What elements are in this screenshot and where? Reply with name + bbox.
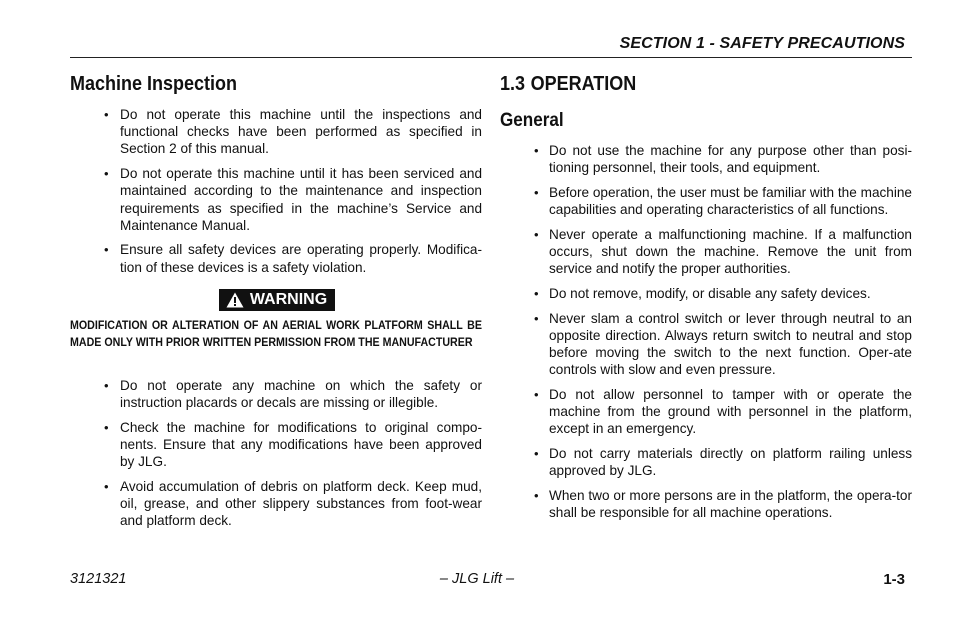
list-item: • Do not use the machine for any purpose other than posi-tioning personnel, their tools, and equipment.: [534, 143, 912, 176]
list-item: • Never operate a malfunctioning machine. If a malfunction occurs, shut down the machine. Remove the unit from service and notify the proper authorities.: [534, 226, 912, 277]
list-item: • Do not allow personnel to tamper with or operate the machine from the ground with personnel in the platform, except in an emergency.: [534, 386, 912, 437]
list-item: • Avoid accumulation of debris on platform deck. Keep mud, oil, grease, and other slippery substances from foot-wear and platform deck.: [104, 478, 482, 529]
machine-inspection-heading: Machine Inspection: [70, 73, 238, 95]
header-rule: [70, 57, 912, 58]
bullet-icon: •: [104, 377, 109, 393]
list-item: • Do not operate this machine until the inspections and functional checks have been performed as specified in Section 2 of this manual.: [104, 107, 482, 157]
warning-triangle-icon: [226, 292, 244, 308]
bullet-icon: •: [534, 386, 539, 402]
left-column: [70, 70, 482, 537]
doc-number: 3121321: [70, 571, 127, 587]
bullet-icon: •: [534, 143, 539, 158]
operation-bullets: [500, 142, 912, 521]
bullet-icon: •: [104, 107, 109, 122]
right-column: [500, 70, 912, 529]
page-number: 1-3: [883, 571, 905, 588]
bullet-icon: •: [534, 285, 539, 301]
list-item: • Never slam a control switch or lever through neutral to an opposite direction. Always return switch to neutral and stop before moving the switch to the next function. Oper-ate controls with slow and even pressure.: [534, 310, 912, 378]
section-number: 1.3: [500, 73, 526, 95]
bullet-icon: •: [104, 166, 109, 182]
section-header: SECTION 1 - SAFETY PRECAUTIONS: [619, 35, 905, 52]
list-item: • When two or more persons are in the platform, the opera-tor shall be responsible for all machine operations.: [534, 487, 912, 521]
section-title: OPERATION: [530, 73, 637, 95]
bullet-icon: •: [534, 310, 539, 326]
list-item: • Ensure all safety devices are operating properly. Modifica-tion of these devices is a safety violation.: [104, 242, 482, 275]
bullet-icon: •: [534, 446, 539, 462]
list-item: • Do not remove, modify, or disable any safety devices.: [534, 285, 871, 301]
bullet-icon: •: [534, 487, 539, 503]
warning-text: MODIFICATION OR ALTERATION OF AN AERIAL WORK PLATFORM SHALL BE MADE ONLY WITH PRIOR WRITTEN PERMISSION FROM THE MANUFACTURER: [70, 317, 482, 350]
inspection-bullets-bottom: [70, 377, 482, 530]
list-item: • Do not operate this machine until it has been serviced and maintained according to the maintenance and inspection requirements as specified in the machine’s Service and Maintenance Manual.: [104, 166, 482, 233]
bullet-icon: •: [534, 226, 539, 242]
warning-badge: [219, 289, 335, 311]
operation-heading: [500, 70, 871, 98]
inspection-bullets-top: [70, 106, 482, 276]
warning-banner: [70, 289, 482, 313]
bullet-icon: •: [534, 184, 539, 200]
bullet-icon: •: [104, 419, 109, 435]
list-item: • Do not carry materials directly on platform railing unless approved by JLG.: [534, 446, 912, 479]
warning-label: WARNING: [249, 290, 328, 308]
list-item: • Before operation, the user must be familiar with the machine capabilities and operating characteristics of all functions.: [534, 184, 912, 218]
bullet-icon: •: [104, 242, 109, 258]
bullet-icon: •: [104, 478, 109, 494]
footer-title: – JLG Lift –: [439, 571, 515, 587]
list-item: • Check the machine for modifications to original compo-nents. Ensure that any modifications have been approved by JLG.: [104, 419, 482, 470]
general-subheading: General: [500, 110, 564, 131]
list-item: • Do not operate any machine on which the safety or instruction placards or decals are missing or illegible.: [104, 377, 482, 411]
